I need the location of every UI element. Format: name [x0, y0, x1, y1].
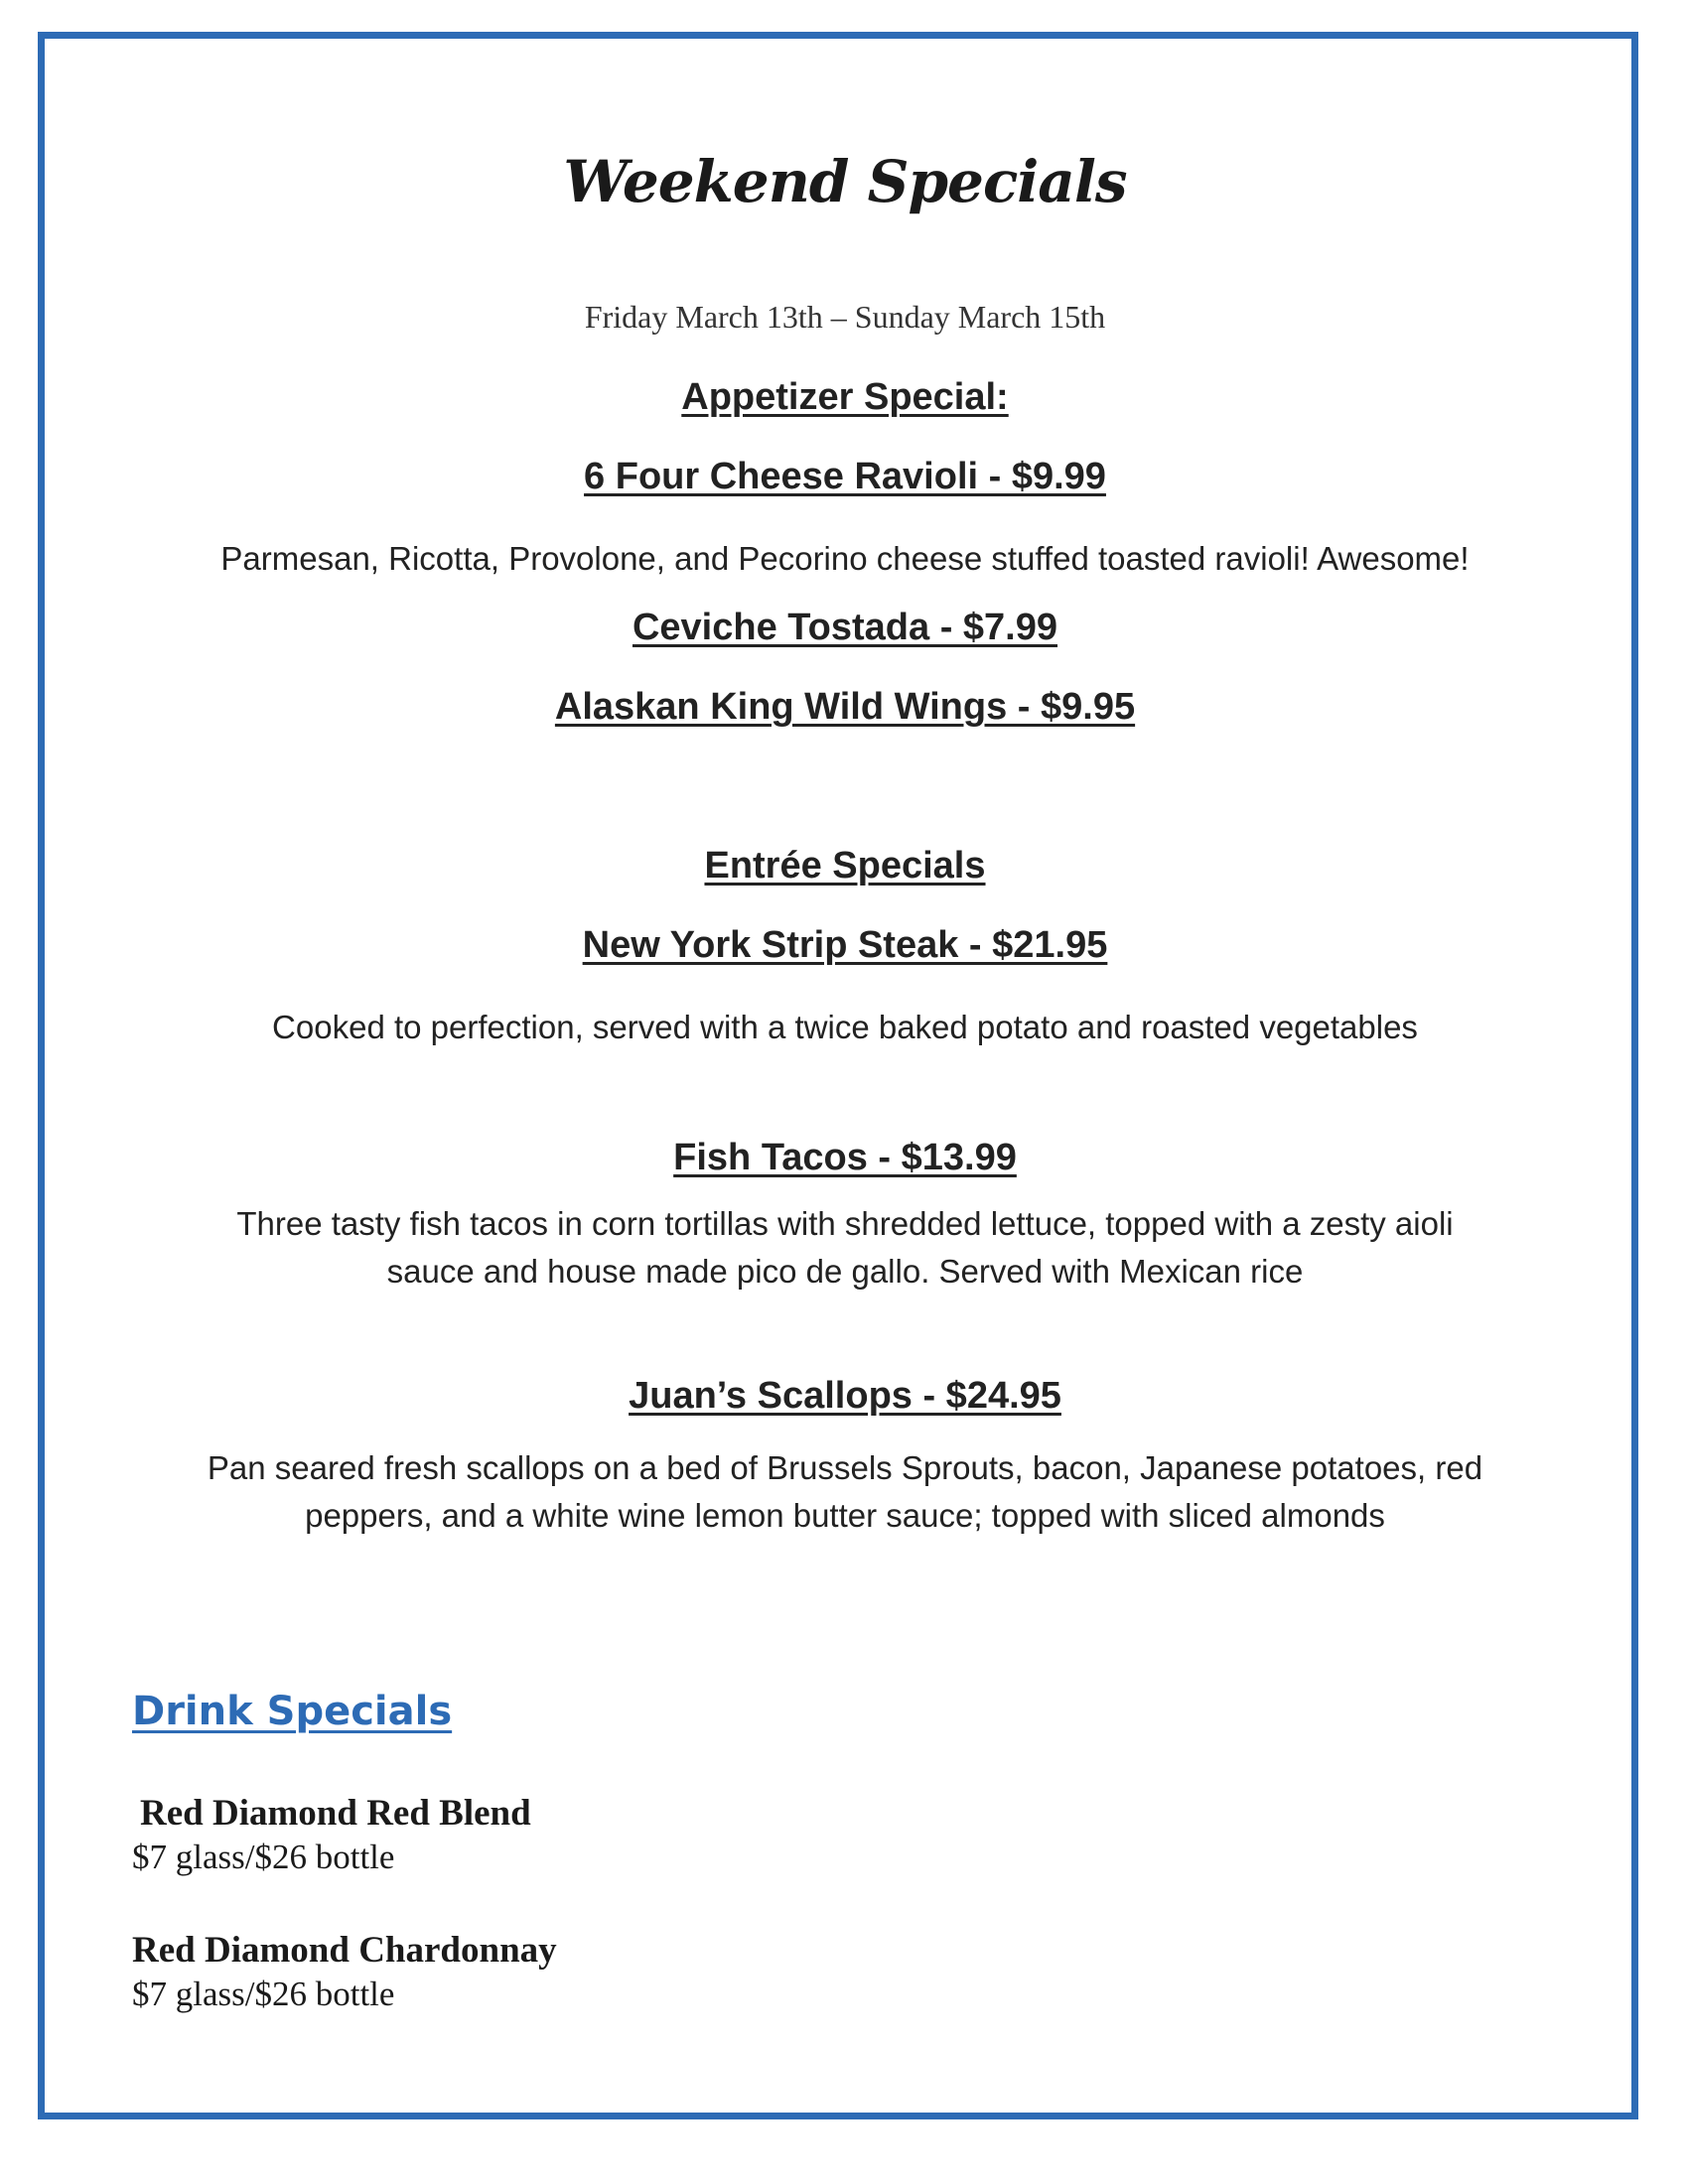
appetizer-item-ravioli: 6 Four Cheese Ravioli - $9.99: [584, 456, 1106, 497]
appetizer-item-ceviche: Ceviche Tostada - $7.99: [632, 607, 1058, 648]
entree-item-fish-tacos: Fish Tacos - $13.99: [673, 1137, 1017, 1178]
entree-fish-tacos-description-line-2: sauce and house made pico de gallo. Served with Mexican rice: [386, 1253, 1304, 1290]
entree-scallops-description-line-2: peppers, and a white wine lemon butter sauce; topped with sliced almonds: [305, 1497, 1385, 1534]
entree-section-heading: Entrée Specials: [704, 845, 986, 887]
date-range: Friday March 13th – Sunday March 15th: [584, 299, 1106, 335]
drink-item-chardonnay: Red Diamond Chardonnay: [132, 1930, 557, 1971]
drink-section-heading: Drink Specials: [132, 1689, 453, 1734]
appetizer-ravioli-description: Parmesan, Ricotta, Provolone, and Pecorino cheese stuffed toasted ravioli! Awesome!: [220, 540, 1470, 577]
entree-fish-tacos-description-line-1: Three tasty fish tacos in corn tortillas with shredded lettuce, topped with a zesty aioli: [236, 1205, 1454, 1242]
drink-item-red-blend: Red Diamond Red Blend: [140, 1793, 531, 1834]
menu-frame: [38, 32, 1638, 2119]
entree-scallops-description-line-1: Pan seared fresh scallops on a bed of Brussels Sprouts, bacon, Japanese potatoes, red: [207, 1449, 1483, 1486]
drink-chardonnay-price: $7 glass/$26 bottle: [132, 1975, 395, 2013]
entree-item-steak: New York Strip Steak - $21.95: [582, 924, 1108, 966]
appetizer-section-heading: Appetizer Special:: [681, 376, 1009, 418]
page-title: Weekend Specials: [563, 148, 1127, 215]
drink-red-blend-price: $7 glass/$26 bottle: [132, 1838, 395, 1876]
appetizer-item-wings: Alaskan King Wild Wings - $9.95: [554, 686, 1136, 728]
entree-steak-description: Cooked to perfection, served with a twice baked potato and roasted vegetables: [272, 1009, 1418, 1045]
entree-item-scallops: Juan’s Scallops - $24.95: [629, 1375, 1061, 1417]
